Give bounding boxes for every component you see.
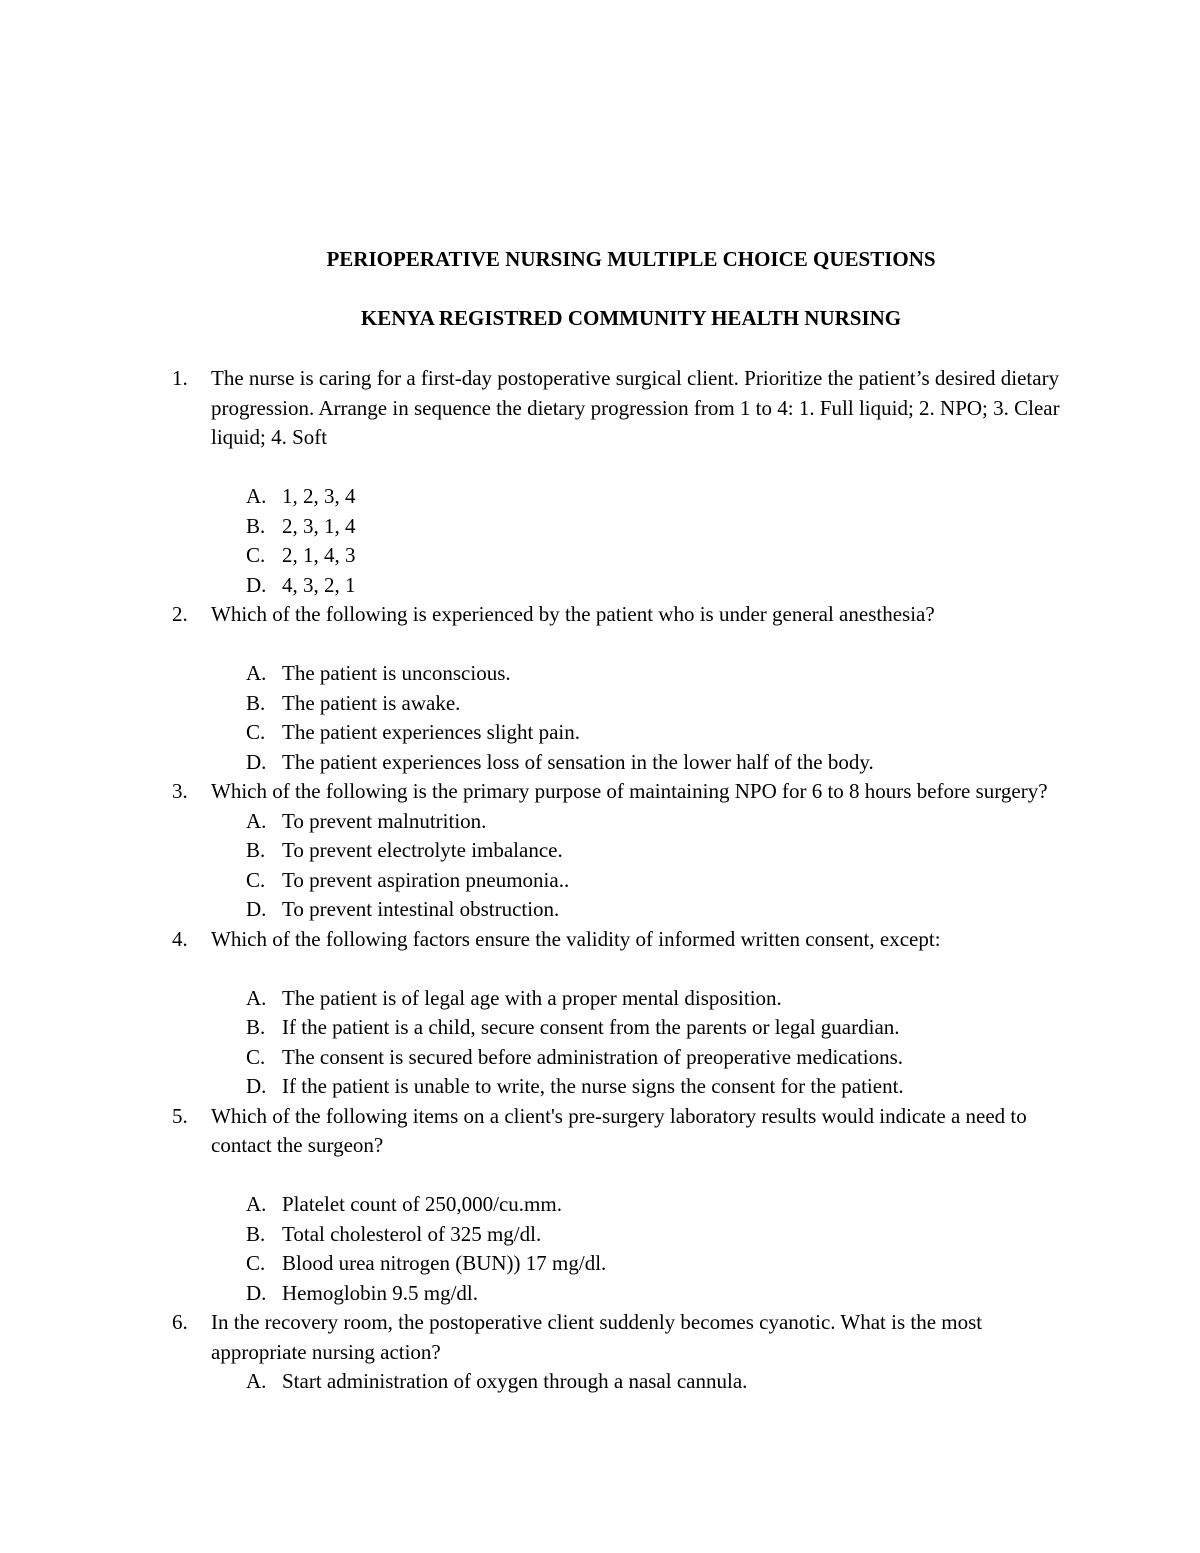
option-text: The patient is of legal age with a proper mental disposition. (282, 985, 782, 1010)
option-text: The patient experiences slight pain. (282, 720, 580, 744)
option-text: Hemoglobin 9.5 mg/dl. (282, 1280, 478, 1305)
option-letter: D. (246, 897, 267, 921)
option-letter: B. (246, 513, 266, 538)
question-4 (0, 925, 1200, 1102)
question-number: 2. (172, 602, 188, 626)
option-letter: A. (246, 661, 267, 685)
option-text: Blood urea nitrogen (BUN)) 17 mg/dl. (282, 1251, 607, 1275)
option-text: The patient experiences loss of sensation in the lower half of the body. (282, 749, 874, 774)
option-c (0, 1249, 1200, 1279)
option-a (0, 1190, 1200, 1220)
option-text: If the patient is a child, secure consent from the parents or legal guardian. (282, 1015, 900, 1039)
option-c (0, 866, 1200, 896)
option-b (0, 1220, 1200, 1250)
option-text: Start administration of oxygen through a nasal cannula. (282, 1369, 748, 1393)
option-text: Platelet count of 250,000/cu.mm. (282, 1192, 562, 1216)
question-text: Which of the following items on a client's pre-surgery laboratory results would indicate a need to contact the surgeon? (211, 1103, 1027, 1157)
option-text: The patient is awake. (282, 690, 461, 715)
option-a (0, 659, 1200, 689)
option-letter: D. (246, 749, 267, 774)
option-text: To prevent aspiration pneumonia.. (282, 867, 570, 892)
option-list (0, 1190, 1200, 1308)
option-d (0, 1072, 1200, 1102)
question-number: 5. (172, 1103, 188, 1128)
option-a (0, 984, 1200, 1014)
option-letter: D. (246, 572, 267, 597)
option-list (0, 659, 1200, 777)
option-text: 2, 3, 1, 4 (282, 513, 356, 538)
question-5 (0, 1102, 1200, 1309)
option-text: If the patient is unable to write, the nurse signs the consent for the patient. (282, 1074, 904, 1098)
option-d (0, 895, 1200, 925)
question-number: 6. (172, 1310, 188, 1334)
option-letter: B. (246, 838, 266, 862)
option-list (0, 482, 1200, 600)
question-list (0, 364, 1200, 1397)
option-b (0, 512, 1200, 542)
option-letter: D. (246, 1280, 267, 1305)
option-letter: C. (246, 867, 266, 892)
option-letter: A. (246, 985, 267, 1010)
question-1 (0, 364, 1200, 600)
option-b (0, 1013, 1200, 1043)
option-text: 1, 2, 3, 4 (282, 484, 356, 508)
option-c (0, 1043, 1200, 1073)
option-text: To prevent intestinal obstruction. (282, 897, 560, 921)
option-list (0, 1367, 1200, 1397)
option-text: Total cholesterol of 325 mg/dl. (282, 1221, 542, 1246)
option-d (0, 1279, 1200, 1309)
question-number: 4. (172, 926, 188, 951)
question-6 (0, 1308, 1200, 1397)
option-b (0, 836, 1200, 866)
option-list (0, 807, 1200, 925)
option-letter: C. (246, 720, 266, 744)
option-text: To prevent electrolyte imbalance. (282, 838, 563, 862)
option-letter: A. (246, 1192, 267, 1216)
option-a (0, 1367, 1200, 1397)
option-letter: C. (246, 1044, 266, 1069)
option-letter: C. (246, 1251, 266, 1275)
option-text: The consent is secured before administration of preoperative medications. (282, 1044, 904, 1069)
question-text: Which of the following is experienced by the patient who is under general anesthesia? (211, 602, 935, 626)
option-text: To prevent malnutrition. (282, 808, 487, 833)
option-letter: A. (246, 808, 267, 833)
option-text: The patient is unconscious. (282, 661, 511, 685)
option-letter: D. (246, 1074, 267, 1098)
question-3 (0, 777, 1200, 925)
question-number: 1. (172, 366, 188, 390)
option-d (0, 571, 1200, 601)
question-text: Which of the following factors ensure the validity of informed written consent, except: (211, 926, 941, 951)
option-letter: C. (246, 543, 266, 567)
option-letter: B. (246, 1015, 266, 1039)
document-title: PERIOPERATIVE NURSING MULTIPLE CHOICE QUESTIONS (326, 247, 936, 271)
question-number: 3. (172, 779, 188, 803)
option-letter: A. (246, 1369, 267, 1393)
option-a (0, 807, 1200, 837)
option-b (0, 689, 1200, 719)
option-list (0, 984, 1200, 1102)
option-letter: B. (246, 1221, 266, 1246)
question-text: The nurse is caring for a first-day postoperative surgical client. Prioritize the patient’s desired dietary progression. Arrange in sequence the dietary progression from 1 to 4: 1. Full liquid; 2. NPO; 3. Clear liquid; 4. Soft (211, 366, 1060, 449)
option-letter: B. (246, 690, 266, 715)
document-subtitle: KENYA REGISTRED COMMUNITY HEALTH NURSING (360, 306, 902, 330)
question-text: In the recovery room, the postoperative client suddenly becomes cyanotic. What is the most appropriate nursing action? (211, 1310, 983, 1364)
option-d (0, 748, 1200, 778)
option-text: 4, 3, 2, 1 (282, 572, 356, 597)
question-2 (0, 600, 1200, 777)
question-text: Which of the following is the primary purpose of maintaining NPO for 6 to 8 hours before surgery? (211, 779, 1048, 803)
option-text: 2, 1, 4, 3 (282, 543, 356, 567)
option-c (0, 718, 1200, 748)
option-letter: A. (246, 484, 267, 508)
option-c (0, 541, 1200, 571)
option-a (0, 482, 1200, 512)
